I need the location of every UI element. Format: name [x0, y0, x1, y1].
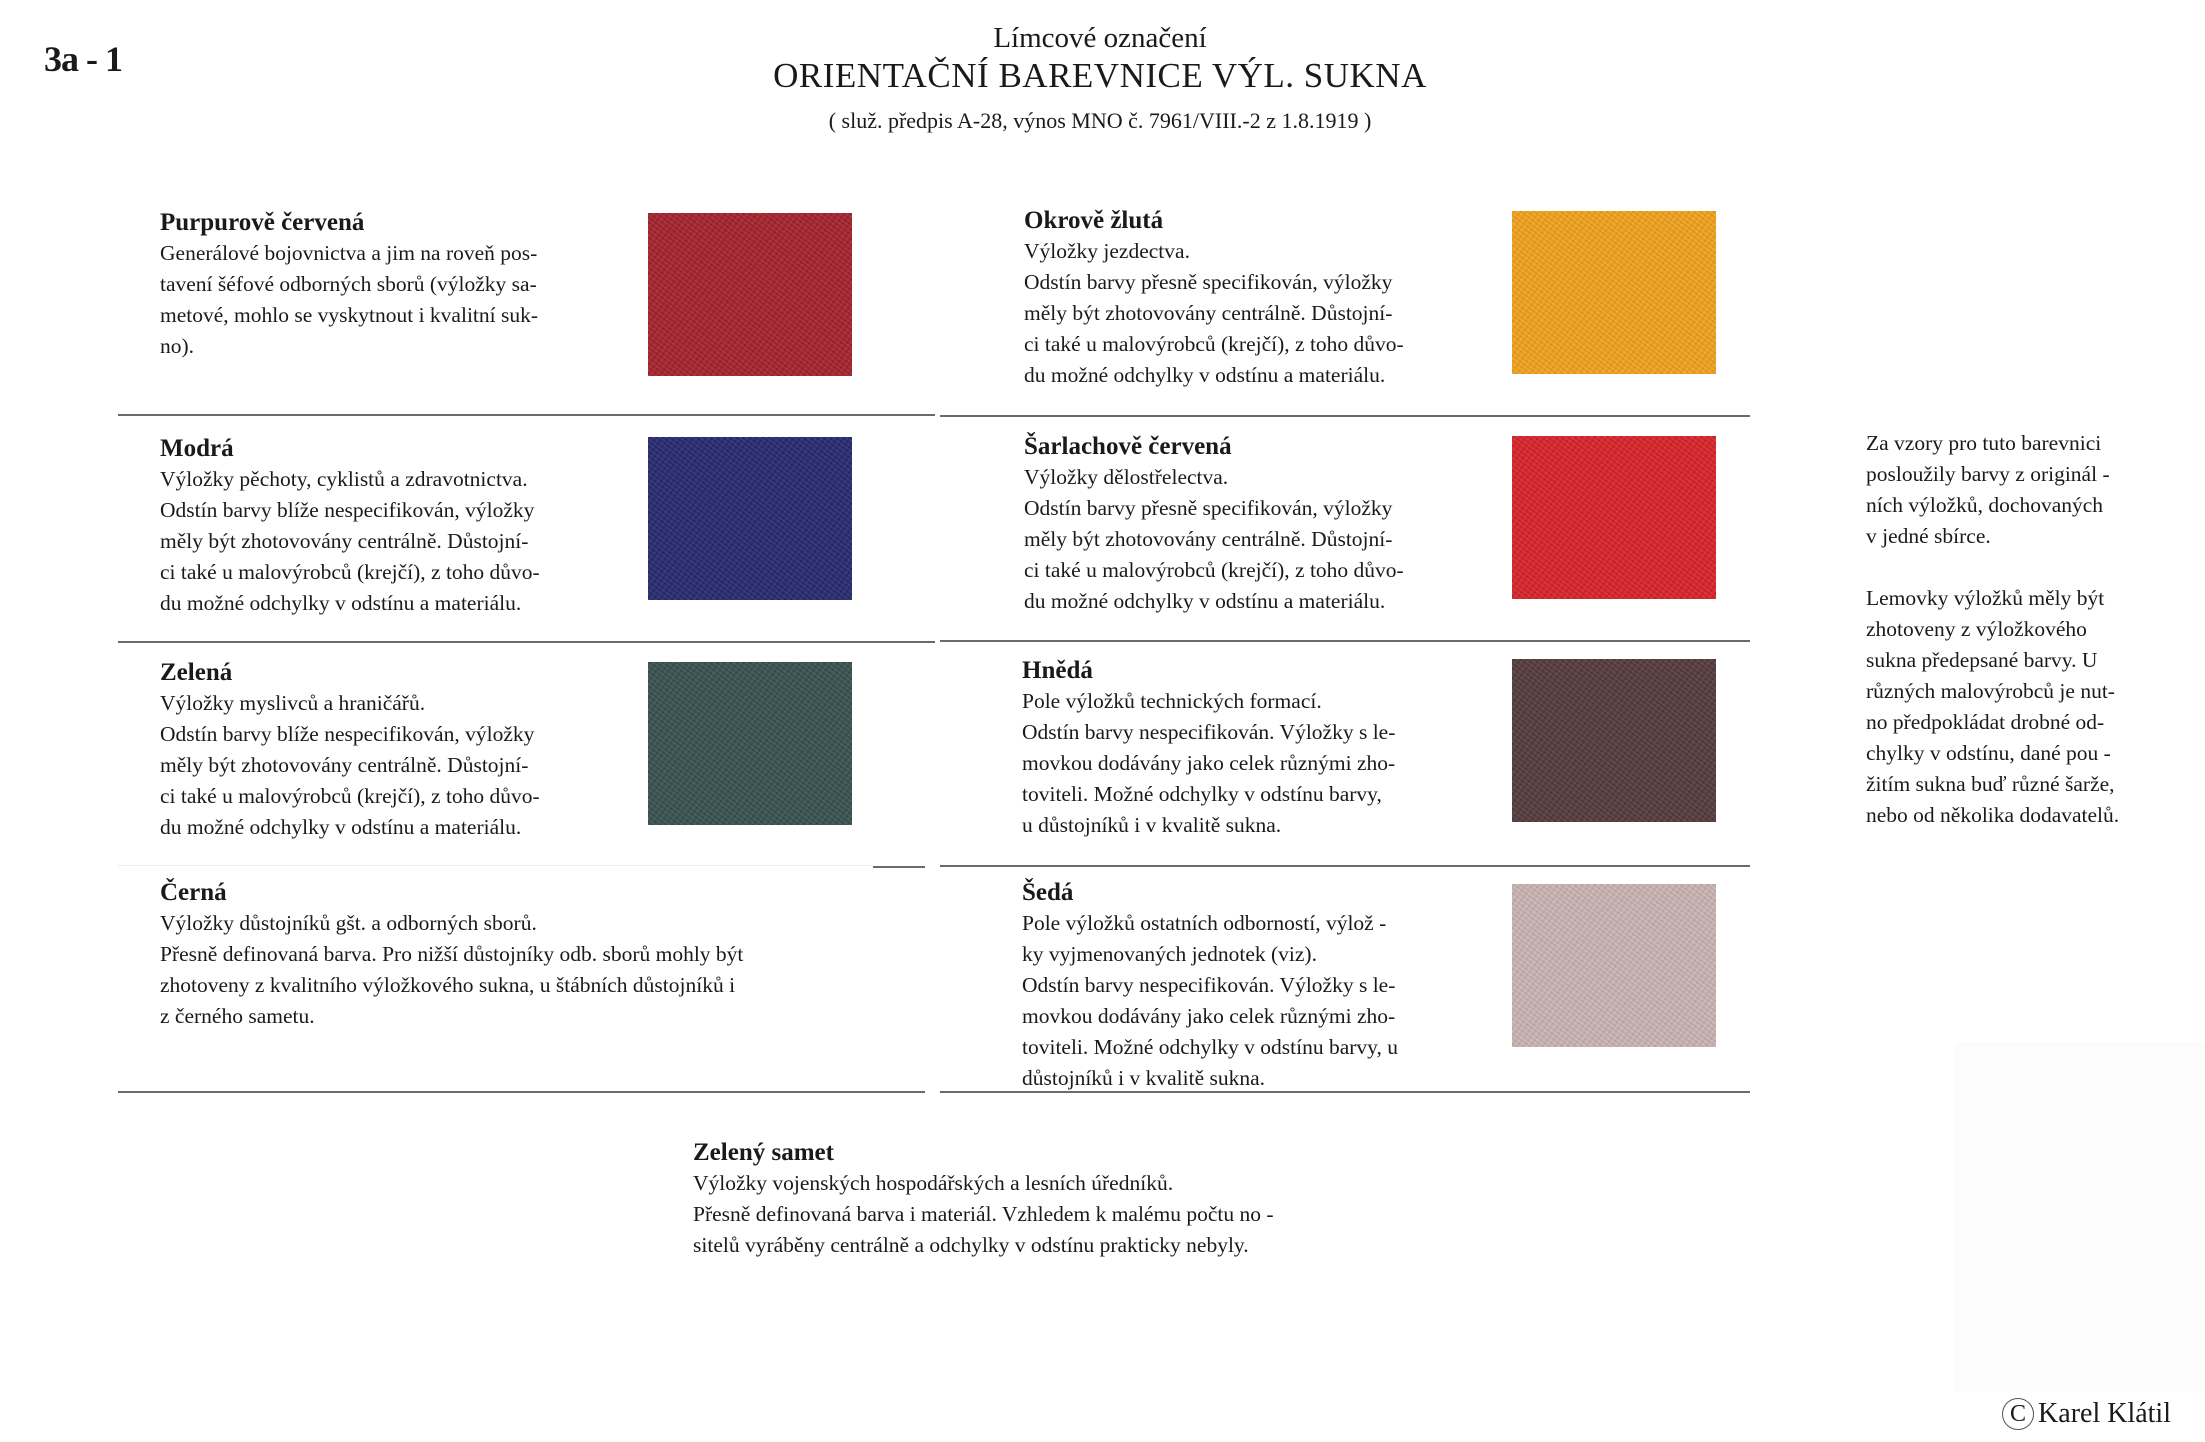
color-name: Modrá [160, 435, 234, 462]
color-description: Výložky myslivců a hraničářů. Odstín barvy blíže nespecifikován, výložky měly být zhotovovány centrálně. Důstojní- ci také u malovýrobců (krejčí), z toho důvo- du možné odchylky v odstínu a materiálu. [160, 691, 540, 839]
color-description: Výložky dělostřelectva. Odstín barvy přesně specifikován, výložky měly být zhotovovány centrálně. Důstojní- ci také u malovýrobců (krejčí), z toho důvo- du možné odchylky v odstínu a materiálu. [1024, 465, 1404, 613]
color-description: Výložky jezdectva. Odstín barvy přesně specifikován, výložky měly být zhotovovány centrálně. Důstojní- ci také u malovýrobců (krejčí), z toho důvo- du možné odchylky v odstínu a materiálu. [1024, 239, 1404, 387]
color-name: Šarlachově červená [1024, 433, 1232, 460]
divider [118, 641, 935, 643]
color-name: Purpurově červená [160, 209, 365, 236]
background-panel [1955, 1042, 2205, 1392]
side-note-paragraph: Lemovky výložků měly být zhotoveny z výložkového sukna předepsané barvy. U různých malovýrobců je nut- no předpokládat drobné od- chylky v odstínu, dané pou - žitím sukna buď různé šarže, nebo od několika dodavatelů. [1866, 586, 2120, 827]
color-swatch-grey [1512, 884, 1716, 1047]
color-name: Hnědá [1022, 657, 1093, 684]
color-swatch-scarlet-red [1512, 436, 1716, 599]
color-entry-green-velvet [693, 1138, 1453, 1261]
color-name: Šedá [1022, 879, 1074, 906]
divider [940, 865, 1750, 867]
copyright-author: Karel Klátil [2038, 1398, 2171, 1429]
color-swatch-purple-red [648, 213, 852, 376]
color-name: Zelený samet [693, 1139, 834, 1166]
color-name: Černá [160, 879, 227, 906]
divider [940, 1091, 1750, 1093]
color-description: Pole výložků technických formací. Odstín barvy nespecifikován. Výložky s le- movkou dodávány jako celek různými zho- toviteli. Možné odchylky v odstínu barvy, u důstojníků i v kvalitě sukna. [1022, 689, 1396, 837]
color-description: Výložky důstojníků gšt. a odborných sborů. Přesně definovaná barva. Pro nižší důstojníky odb. sborů mohly být zhotoveny z kvalitního výložkového sukna, u štábních důstojníků i z černého sametu. [160, 911, 744, 1028]
page-title: ORIENTAČNÍ BAREVNICE VÝL. SUKNA [773, 56, 1427, 95]
divider [118, 1091, 925, 1093]
page-number: 3a - 1 [44, 39, 122, 79]
color-description: Pole výložků ostatních odborností, výlož - ky vyjmenovaných jednotek (viz). Odstín barvy nespecifikován. Výložky s le- movkou dodávány jako celek různými zho- toviteli. Možné odchylky v odstínu barvy, u důstojníků i v kvalitě sukna. [1022, 911, 1398, 1090]
color-swatch-ochre-yellow [1512, 211, 1716, 374]
color-swatch-brown [1512, 659, 1716, 822]
side-note-paragraph: Za vzory pro tuto barevnici posloužily barvy z originál - ních výložků, dochovaných v jedné sbírce. [1866, 431, 2110, 548]
divider [118, 865, 873, 866]
color-description: Výložky vojenských hospodářských a lesních úředníků. Přesně definovaná barva i materiál. Vzhledem k malému počtu no - sitelů vyráběny centrálně a odchylky v odstínu prakticky nebyly. [693, 1171, 1274, 1257]
side-note [1866, 428, 2196, 862]
color-name: Okrově žlutá [1024, 207, 1164, 234]
color-entry-black [160, 878, 920, 1032]
page-supertitle: Límcové označení [993, 22, 1207, 54]
divider [118, 414, 935, 416]
divider [873, 866, 925, 868]
page-subtitle: ( služ. předpis A-28, výnos MNO č. 7961/VIII.-2 z 1.8.1919 ) [828, 108, 1372, 133]
color-swatch-green [648, 662, 852, 825]
color-swatch-blue [648, 437, 852, 600]
copyright [2002, 1398, 2171, 1430]
color-name: Zelená [160, 659, 233, 686]
color-description: Generálové bojovnictva a jim na roveň pos- tavení šéfové odborných sborů (výložky sa- metové, mohlo se vyskytnout i kvalitní suk- no). [160, 241, 539, 358]
divider [940, 415, 1750, 417]
color-description: Výložky pěchoty, cyklistů a zdravotnictva. Odstín barvy blíže nespecifikován, výložky měly být zhotovovány centrálně. Důstojní- ci také u malovýrobců (krejčí), z toho důvo- du možné odchylky v odstínu a materiálu. [160, 467, 540, 615]
divider [940, 640, 1750, 642]
copyright-icon: C [2002, 1398, 2034, 1430]
